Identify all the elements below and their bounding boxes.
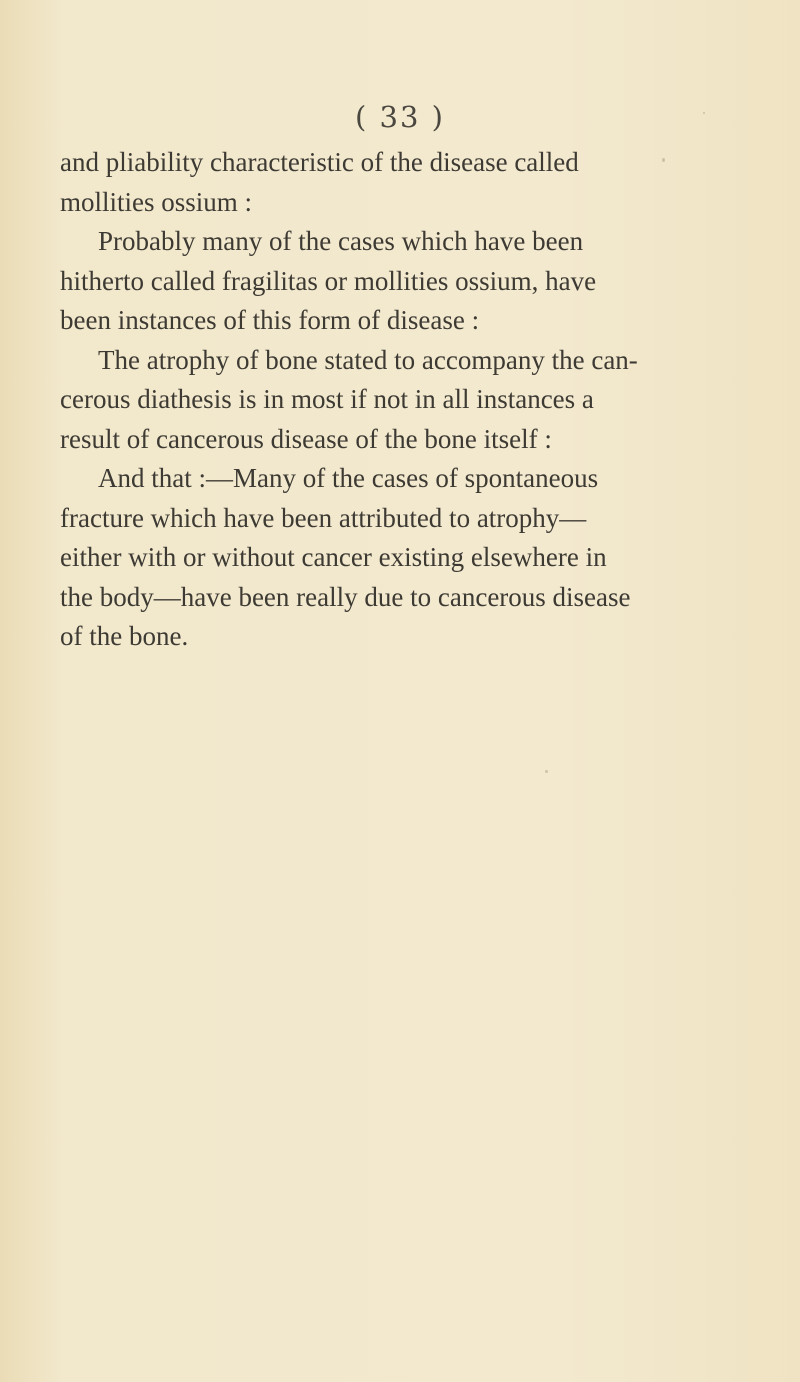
text-line: mollities ossium : bbox=[60, 186, 253, 217]
body-text bbox=[60, 143, 770, 657]
text-line: Probably many of the cases which have been bbox=[98, 226, 584, 256]
text-line: and pliability characteristic of the disease called bbox=[60, 147, 579, 177]
text-line: fracture which have been attributed to atrophy— bbox=[60, 502, 587, 533]
text-line: And that :—Many of the cases of spontaneous bbox=[98, 463, 599, 493]
text-line: hitherto called fragilitas or mollities ossium, have bbox=[60, 265, 597, 296]
text-line: cerous diathesis is in most if not in all instances a bbox=[60, 384, 594, 414]
text-line: the body—have been really due to cancerous disease bbox=[60, 581, 631, 612]
text-line: either with or without cancer existing elsewhere in bbox=[60, 542, 607, 572]
text-line: result of cancerous disease of the bone itself : bbox=[60, 423, 552, 454]
text-line: The atrophy of bone stated to accompany the can- bbox=[98, 344, 638, 375]
text-line: been instances of this form of disease : bbox=[60, 305, 480, 335]
text-line: of the bone. bbox=[60, 621, 189, 651]
page-number: ( 33 ) bbox=[355, 100, 445, 134]
paper-speck bbox=[545, 770, 548, 773]
paper-speck bbox=[703, 112, 705, 114]
paper-speck bbox=[662, 158, 665, 162]
